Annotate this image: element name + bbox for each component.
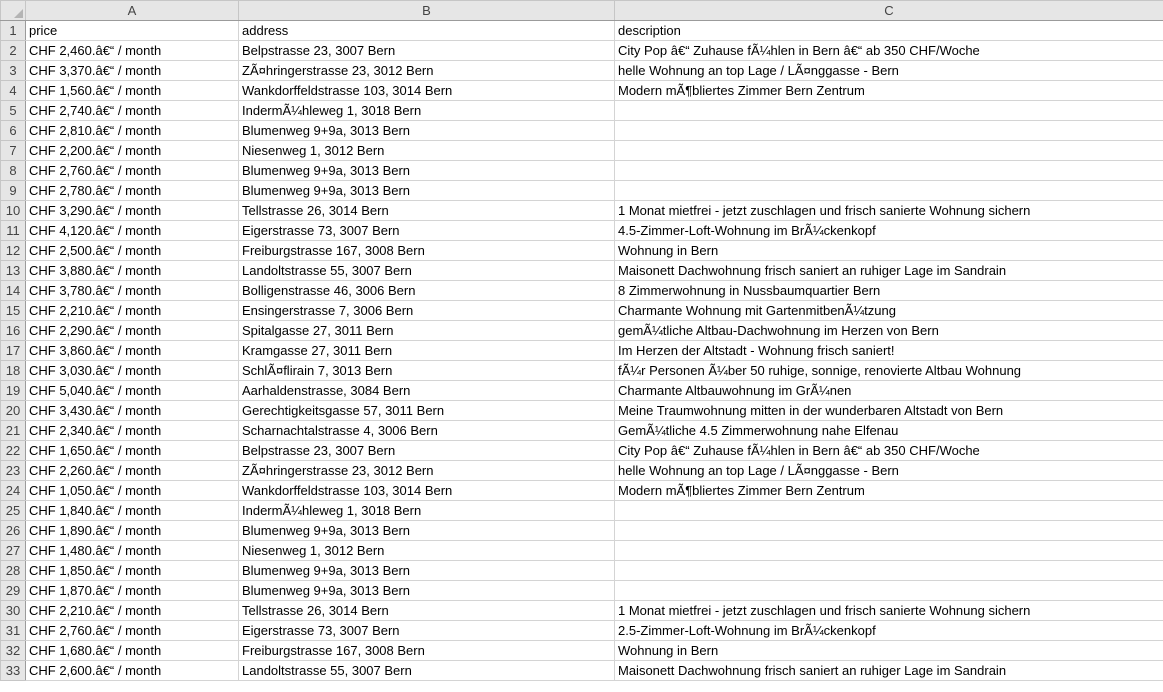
row-header[interactable]: 24 bbox=[1, 481, 26, 501]
cell-b[interactable]: Belpstrasse 23, 3007 Bern bbox=[239, 41, 615, 61]
cell-a[interactable]: CHF 4,120.â€“ / month bbox=[26, 221, 239, 241]
cell-a[interactable]: CHF 3,030.â€“ / month bbox=[26, 361, 239, 381]
table-row bbox=[1, 121, 1163, 141]
cell-a[interactable]: CHF 3,860.â€“ / month bbox=[26, 341, 239, 361]
table-row bbox=[1, 501, 1163, 521]
cell-c[interactable]: 1 Monat mietfrei - jetzt zuschlagen und frisch sanierte Wohnung sichern bbox=[615, 601, 1163, 621]
select-all-triangle-icon bbox=[14, 9, 23, 18]
cell-a[interactable]: CHF 2,460.â€“ / month bbox=[26, 41, 239, 61]
column-header-c[interactable]: C bbox=[615, 1, 1163, 21]
column-header-b[interactable]: B bbox=[239, 1, 615, 21]
row-header[interactable]: 20 bbox=[1, 401, 26, 421]
cell-b[interactable]: Gerechtigkeitsgasse 57, 3011 Bern bbox=[239, 401, 615, 421]
cell-c[interactable]: Charmante Altbauwohnung im GrÃ¼nen bbox=[615, 381, 1163, 401]
table-row bbox=[1, 421, 1163, 441]
cell-c[interactable] bbox=[615, 161, 1163, 181]
table-row bbox=[1, 61, 1163, 81]
table-row bbox=[1, 541, 1163, 561]
cell-b[interactable]: Blumenweg 9+9a, 3013 Bern bbox=[239, 181, 615, 201]
cell-c[interactable]: helle Wohnung an top Lage / LÃ¤nggasse - Bern bbox=[615, 461, 1163, 481]
table-row bbox=[1, 201, 1163, 221]
cell-a[interactable]: CHF 3,430.â€“ / month bbox=[26, 401, 239, 421]
cell-b[interactable]: Eigerstrasse 73, 3007 Bern bbox=[239, 221, 615, 241]
table-row bbox=[1, 41, 1163, 61]
row-header[interactable]: 11 bbox=[1, 221, 26, 241]
cell-c[interactable]: 1 Monat mietfrei - jetzt zuschlagen und frisch sanierte Wohnung sichern bbox=[615, 201, 1163, 221]
cell-b[interactable]: Aarhaldenstrasse, 3084 Bern bbox=[239, 381, 615, 401]
cell-a[interactable]: CHF 1,890.â€“ / month bbox=[26, 521, 239, 541]
cell-b[interactable]: Eigerstrasse 73, 3007 Bern bbox=[239, 621, 615, 641]
cell-c[interactable]: City Pop â€“ Zuhause fÃ¼hlen in Bern â€“ ab 350 CHF/Woche bbox=[615, 441, 1163, 461]
cell-a[interactable]: CHF 1,560.â€“ / month bbox=[26, 81, 239, 101]
cell-c[interactable] bbox=[615, 141, 1163, 161]
row-header[interactable]: 7 bbox=[1, 141, 26, 161]
cell-b[interactable]: Spitalgasse 27, 3011 Bern bbox=[239, 321, 615, 341]
table-row bbox=[1, 241, 1163, 261]
cell-c[interactable]: Wohnung in Bern bbox=[615, 241, 1163, 261]
cell-c[interactable]: Modern mÃ¶bliertes Zimmer Bern Zentrum bbox=[615, 481, 1163, 501]
row-header[interactable]: 22 bbox=[1, 441, 26, 461]
row-header[interactable]: 31 bbox=[1, 621, 26, 641]
cell-b[interactable]: Scharnachtalstrasse 4, 3006 Bern bbox=[239, 421, 615, 441]
column-header-a[interactable]: A bbox=[26, 1, 239, 21]
row-header[interactable]: 8 bbox=[1, 161, 26, 181]
cell-c[interactable] bbox=[615, 181, 1163, 201]
row-header[interactable]: 5 bbox=[1, 101, 26, 121]
table-row bbox=[1, 141, 1163, 161]
cell-a[interactable]: CHF 2,760.â€“ / month bbox=[26, 621, 239, 641]
cell-a[interactable]: CHF 2,810.â€“ / month bbox=[26, 121, 239, 141]
cell-a[interactable]: CHF 1,870.â€“ / month bbox=[26, 581, 239, 601]
row-header[interactable]: 27 bbox=[1, 541, 26, 561]
cell-c[interactable] bbox=[615, 501, 1163, 521]
cell-b[interactable]: Ensingerstrasse 7, 3006 Bern bbox=[239, 301, 615, 321]
cell-c[interactable]: gemÃ¼tliche Altbau-Dachwohnung im Herzen von Bern bbox=[615, 321, 1163, 341]
row-header[interactable]: 17 bbox=[1, 341, 26, 361]
table-row bbox=[1, 441, 1163, 461]
table-row bbox=[1, 281, 1163, 301]
cell-b[interactable]: Blumenweg 9+9a, 3013 Bern bbox=[239, 121, 615, 141]
cell-b[interactable]: address bbox=[239, 21, 615, 41]
row-header[interactable]: 15 bbox=[1, 301, 26, 321]
table-row bbox=[1, 621, 1163, 641]
cell-c[interactable] bbox=[615, 541, 1163, 561]
row-header[interactable]: 26 bbox=[1, 521, 26, 541]
table-row bbox=[1, 661, 1163, 681]
cell-b[interactable]: Belpstrasse 23, 3007 Bern bbox=[239, 441, 615, 461]
cell-c[interactable]: City Pop â€“ Zuhause fÃ¼hlen in Bern â€“ ab 350 CHF/Woche bbox=[615, 41, 1163, 61]
cell-a[interactable]: CHF 2,210.â€“ / month bbox=[26, 301, 239, 321]
cell-a[interactable]: CHF 2,290.â€“ / month bbox=[26, 321, 239, 341]
table-row bbox=[1, 181, 1163, 201]
cell-a[interactable]: CHF 2,340.â€“ / month bbox=[26, 421, 239, 441]
cell-b[interactable]: ZÃ¤hringerstrasse 23, 3012 Bern bbox=[239, 461, 615, 481]
cell-a[interactable]: CHF 2,740.â€“ / month bbox=[26, 101, 239, 121]
cell-a[interactable]: CHF 2,600.â€“ / month bbox=[26, 661, 239, 681]
cell-c[interactable]: Charmante Wohnung mit GartenmitbenÃ¼tzung bbox=[615, 301, 1163, 321]
row-header[interactable]: 16 bbox=[1, 321, 26, 341]
cell-b[interactable]: Bolligenstrasse 46, 3006 Bern bbox=[239, 281, 615, 301]
cell-c[interactable]: fÃ¼r Personen Ã¼ber 50 ruhige, sonnige, renovierte Altbau Wohnung bbox=[615, 361, 1163, 381]
row-header[interactable]: 1 bbox=[1, 21, 26, 41]
table-row bbox=[1, 401, 1163, 421]
table-row bbox=[1, 261, 1163, 281]
table-row bbox=[1, 161, 1163, 181]
cell-c[interactable]: Modern mÃ¶bliertes Zimmer Bern Zentrum bbox=[615, 81, 1163, 101]
cell-c[interactable] bbox=[615, 581, 1163, 601]
cell-b[interactable]: ZÃ¤hringerstrasse 23, 3012 Bern bbox=[239, 61, 615, 81]
row-header[interactable]: 21 bbox=[1, 421, 26, 441]
table-row bbox=[1, 321, 1163, 341]
cell-b[interactable]: Freiburgstrasse 167, 3008 Bern bbox=[239, 241, 615, 261]
table-row bbox=[1, 581, 1163, 601]
row-header[interactable]: 32 bbox=[1, 641, 26, 661]
cell-a[interactable]: CHF 3,290.â€“ / month bbox=[26, 201, 239, 221]
cell-b[interactable]: Niesenweg 1, 3012 Bern bbox=[239, 541, 615, 561]
cell-a[interactable]: CHF 2,500.â€“ / month bbox=[26, 241, 239, 261]
cell-a[interactable]: CHF 1,840.â€“ / month bbox=[26, 501, 239, 521]
cell-c[interactable]: Im Herzen der Altstadt - Wohnung frisch saniert! bbox=[615, 341, 1163, 361]
cell-a[interactable]: CHF 1,850.â€“ / month bbox=[26, 561, 239, 581]
cell-a[interactable]: CHF 3,370.â€“ / month bbox=[26, 61, 239, 81]
cell-c[interactable] bbox=[615, 561, 1163, 581]
cell-b[interactable]: Kramgasse 27, 3011 Bern bbox=[239, 341, 615, 361]
cell-b[interactable]: IndermÃ¼hleweg 1, 3018 Bern bbox=[239, 501, 615, 521]
cell-a[interactable]: CHF 1,050.â€“ / month bbox=[26, 481, 239, 501]
cell-b[interactable]: IndermÃ¼hleweg 1, 3018 Bern bbox=[239, 101, 615, 121]
cell-c[interactable] bbox=[615, 521, 1163, 541]
row-header[interactable]: 28 bbox=[1, 561, 26, 581]
table-row bbox=[1, 601, 1163, 621]
cell-b[interactable]: Landoltstrasse 55, 3007 Bern bbox=[239, 661, 615, 681]
cell-c[interactable]: Wohnung in Bern bbox=[615, 641, 1163, 661]
cell-c[interactable]: 2.5-Zimmer-Loft-Wohnung im BrÃ¼ckenkopf bbox=[615, 621, 1163, 641]
cell-a[interactable]: CHF 2,210.â€“ / month bbox=[26, 601, 239, 621]
column-header-row bbox=[1, 1, 1163, 21]
cell-c[interactable] bbox=[615, 121, 1163, 141]
row-header[interactable]: 6 bbox=[1, 121, 26, 141]
table-row bbox=[1, 101, 1163, 121]
row-header[interactable]: 2 bbox=[1, 41, 26, 61]
cell-a[interactable]: CHF 2,760.â€“ / month bbox=[26, 161, 239, 181]
table-row bbox=[1, 341, 1163, 361]
cell-c[interactable]: 4.5-Zimmer-Loft-Wohnung im BrÃ¼ckenkopf bbox=[615, 221, 1163, 241]
cell-b[interactable]: Tellstrasse 26, 3014 Bern bbox=[239, 601, 615, 621]
row-header[interactable]: 25 bbox=[1, 501, 26, 521]
row-header[interactable]: 29 bbox=[1, 581, 26, 601]
table-row bbox=[1, 381, 1163, 401]
cell-c[interactable]: description bbox=[615, 21, 1163, 41]
cell-c[interactable]: Meine Traumwohnung mitten in der wunderbaren Altstadt von Bern bbox=[615, 401, 1163, 421]
cell-a[interactable]: CHF 2,260.â€“ / month bbox=[26, 461, 239, 481]
row-header[interactable]: 18 bbox=[1, 361, 26, 381]
cell-b[interactable]: Blumenweg 9+9a, 3013 Bern bbox=[239, 581, 615, 601]
table-row bbox=[1, 361, 1163, 381]
cell-c[interactable]: Maisonett Dachwohnung frisch saniert an ruhiger Lage im Sandrain bbox=[615, 661, 1163, 681]
cell-b[interactable]: Blumenweg 9+9a, 3013 Bern bbox=[239, 521, 615, 541]
grid-body bbox=[1, 21, 1163, 681]
cell-a[interactable]: CHF 1,650.â€“ / month bbox=[26, 441, 239, 461]
cell-a[interactable]: CHF 5,040.â€“ / month bbox=[26, 381, 239, 401]
table-row bbox=[1, 81, 1163, 101]
row-header[interactable]: 19 bbox=[1, 381, 26, 401]
cell-a[interactable]: CHF 3,880.â€“ / month bbox=[26, 261, 239, 281]
row-header[interactable]: 9 bbox=[1, 181, 26, 201]
row-header[interactable]: 12 bbox=[1, 241, 26, 261]
cell-a[interactable]: CHF 1,480.â€“ / month bbox=[26, 541, 239, 561]
cell-a[interactable]: price bbox=[26, 21, 239, 41]
row-header[interactable]: 10 bbox=[1, 201, 26, 221]
table-row bbox=[1, 521, 1163, 541]
cell-b[interactable]: Niesenweg 1, 3012 Bern bbox=[239, 141, 615, 161]
cell-a[interactable]: CHF 3,780.â€“ / month bbox=[26, 281, 239, 301]
row-header[interactable]: 30 bbox=[1, 601, 26, 621]
row-header[interactable]: 4 bbox=[1, 81, 26, 101]
table-row bbox=[1, 221, 1163, 241]
table-row bbox=[1, 461, 1163, 481]
row-header[interactable]: 13 bbox=[1, 261, 26, 281]
cell-a[interactable]: CHF 2,780.â€“ / month bbox=[26, 181, 239, 201]
cell-c[interactable]: Maisonett Dachwohnung frisch saniert an ruhiger Lage im Sandrain bbox=[615, 261, 1163, 281]
cell-c[interactable] bbox=[615, 101, 1163, 121]
cell-b[interactable]: Blumenweg 9+9a, 3013 Bern bbox=[239, 561, 615, 581]
cell-c[interactable]: helle Wohnung an top Lage / LÃ¤nggasse - Bern bbox=[615, 61, 1163, 81]
table-row bbox=[1, 561, 1163, 581]
cell-a[interactable]: CHF 2,200.â€“ / month bbox=[26, 141, 239, 161]
row-header[interactable]: 23 bbox=[1, 461, 26, 481]
cell-b[interactable]: Wankdorffeldstrasse 103, 3014 Bern bbox=[239, 81, 615, 101]
row-header[interactable]: 33 bbox=[1, 661, 26, 681]
cell-b[interactable]: Tellstrasse 26, 3014 Bern bbox=[239, 201, 615, 221]
table-row bbox=[1, 641, 1163, 661]
cell-b[interactable]: Wankdorffeldstrasse 103, 3014 Bern bbox=[239, 481, 615, 501]
cell-c[interactable]: GemÃ¼tliche 4.5 Zimmerwohnung nahe Elfenau bbox=[615, 421, 1163, 441]
cell-c[interactable]: 8 Zimmerwohnung in Nussbaumquartier Bern bbox=[615, 281, 1163, 301]
cell-b[interactable]: Blumenweg 9+9a, 3013 Bern bbox=[239, 161, 615, 181]
table-row bbox=[1, 21, 1163, 41]
cell-b[interactable]: Freiburgstrasse 167, 3008 Bern bbox=[239, 641, 615, 661]
row-header[interactable]: 14 bbox=[1, 281, 26, 301]
table-row bbox=[1, 481, 1163, 501]
cell-b[interactable]: Landoltstrasse 55, 3007 Bern bbox=[239, 261, 615, 281]
table-row bbox=[1, 301, 1163, 321]
cell-a[interactable]: CHF 1,680.â€“ / month bbox=[26, 641, 239, 661]
select-all-corner[interactable] bbox=[1, 1, 26, 21]
cell-b[interactable]: SchlÃ¤flirain 7, 3013 Bern bbox=[239, 361, 615, 381]
row-header[interactable]: 3 bbox=[1, 61, 26, 81]
